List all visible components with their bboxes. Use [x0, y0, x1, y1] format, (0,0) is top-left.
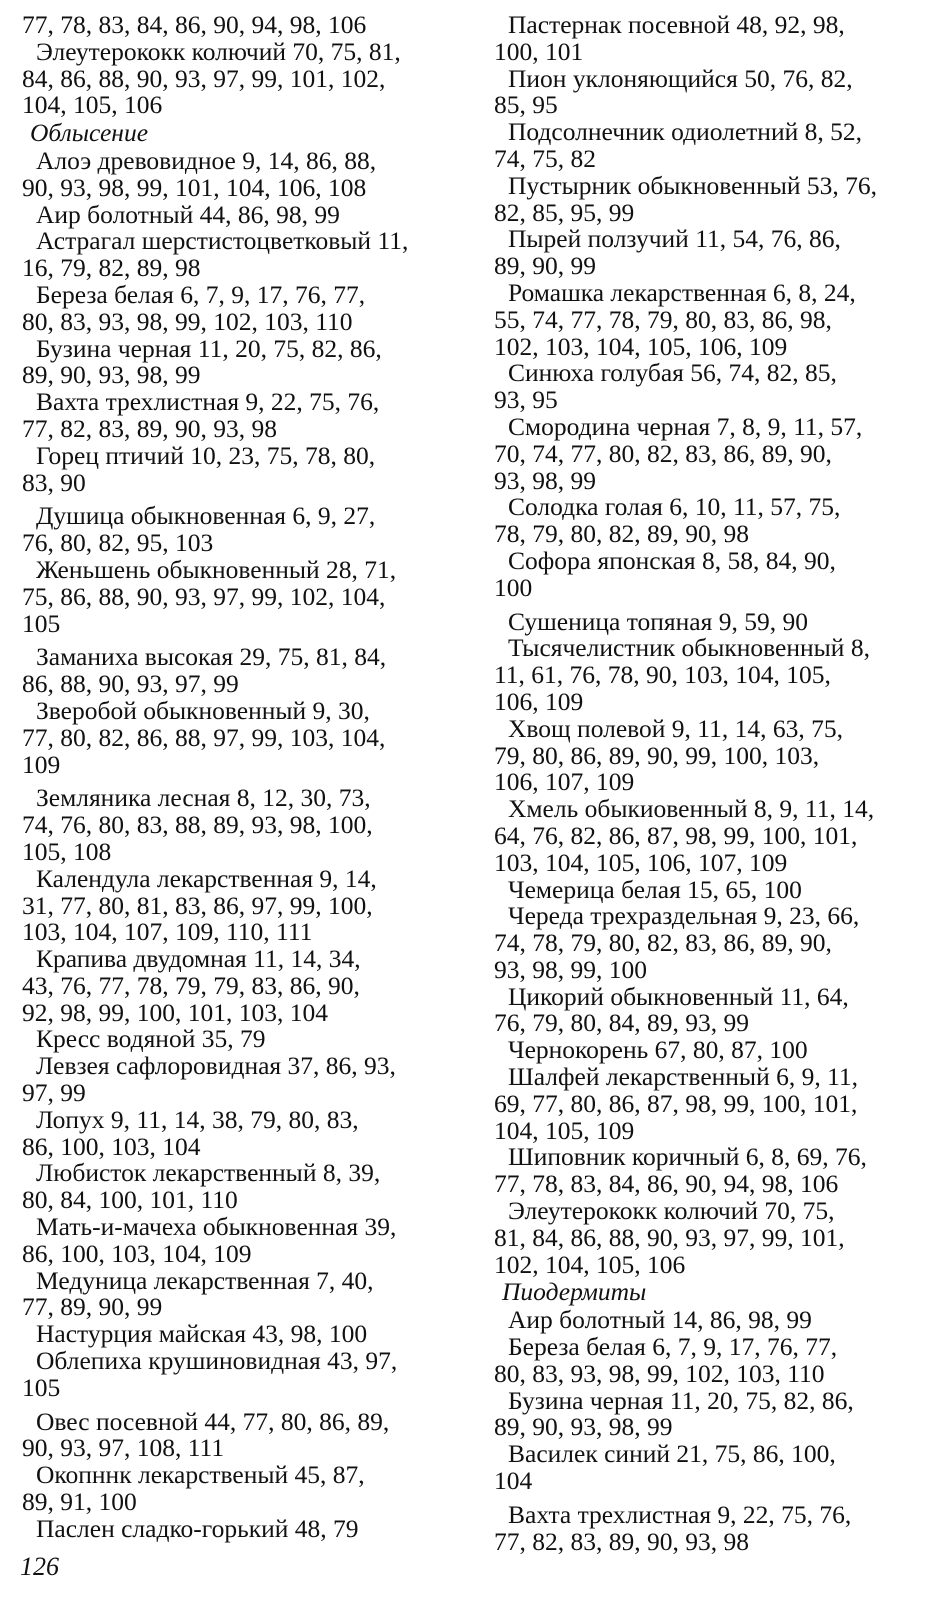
entry-line: 105 — [22, 1372, 61, 1402]
entry-line: 89, 90, 93, 98, 99 — [22, 360, 201, 390]
entry-line: Лопух 9, 11, 14, 38, 79, 80, 83, — [36, 1104, 359, 1134]
index-entry — [22, 1406, 462, 1463]
index-entry — [22, 228, 462, 282]
index-entry — [22, 199, 462, 229]
entry-line: 90, 93, 98, 99, 101, 104, 106, 108 — [22, 172, 367, 202]
entry-line: 75, 86, 88, 90, 93, 97, 99, 102, 104, — [22, 581, 386, 611]
entry-line: Солодка голая 6, 10, 11, 57, 75, — [508, 492, 841, 522]
entry-line: 106, 109 — [494, 686, 584, 716]
entry-line: Бузина черная 11, 20, 75, 82, 86, — [508, 1385, 854, 1415]
index-entry — [22, 863, 462, 947]
index-entry — [494, 981, 934, 1038]
entry-line: Левзея сафлоровидная 37, 86, 93, — [36, 1051, 396, 1081]
entry-line: 77, 80, 82, 86, 88, 97, 99, 103, 104, — [22, 722, 386, 752]
entry-line: 69, 77, 80, 86, 87, 98, 99, 100, 101, — [494, 1088, 858, 1118]
index-entry — [494, 411, 934, 495]
index-entry — [22, 554, 462, 638]
index-entry — [494, 606, 934, 636]
index-entry — [22, 644, 462, 698]
entry-line: 64, 76, 82, 86, 87, 98, 99, 100, 101, — [494, 820, 858, 850]
entry-line: Тысячелистник обыкновенный 8, — [508, 633, 870, 663]
index-entry — [22, 145, 462, 202]
index-entry — [494, 1144, 934, 1198]
entry-line: Ромашка лекарственная 6, 8, 24, — [508, 277, 856, 307]
index-entry — [22, 1462, 462, 1516]
index-entry — [494, 360, 934, 414]
index-entry — [22, 1513, 462, 1543]
entry-line: Крапива двудомная 11, 14, 34, — [36, 944, 361, 974]
entry-line: Сушеница топяная 9, 59, 90 — [508, 606, 808, 636]
entry-line: 77, 82, 83, 89, 90, 93, 98 — [22, 413, 277, 443]
index-entry — [494, 1499, 934, 1556]
entry-line: 80, 83, 93, 98, 99, 102, 103, 110 — [494, 1358, 825, 1388]
entry-line: Чемерица белая 15, 65, 100 — [508, 874, 802, 904]
index-entry — [22, 1104, 462, 1161]
entry-line: Алоэ древовидное 9, 14, 86, 88, — [36, 145, 377, 175]
page-number: 126 — [20, 1552, 59, 1581]
entry-line: 93, 98, 99 — [494, 465, 596, 495]
index-entry — [22, 12, 462, 39]
index-entry — [494, 545, 934, 602]
index-entry — [22, 1053, 462, 1107]
entry-line: Цикорий обыкновенный 11, 64, — [508, 981, 849, 1011]
index-entry — [22, 503, 462, 557]
entry-line: Земляника лесная 8, 12, 30, 73, — [36, 783, 371, 813]
index-entry — [494, 1441, 934, 1495]
entry-line: Череда трехраздельная 9, 23, 66, — [508, 901, 860, 931]
entry-line: Василек синий 21, 75, 86, 100, — [508, 1439, 836, 1469]
entry-line: 76, 80, 82, 95, 103 — [22, 528, 214, 558]
entry-line: Любисток лекарственный 8, 39, — [36, 1158, 381, 1188]
entry-line: Вахта трехлистная 9, 22, 75, 76, — [36, 387, 380, 417]
index-entry — [494, 277, 934, 361]
index-entry — [494, 1334, 934, 1388]
entry-line: 16, 79, 82, 89, 98 — [22, 253, 201, 283]
index-entry — [494, 1198, 934, 1278]
entry-line: Чернокорень 67, 80, 87, 100 — [508, 1035, 808, 1065]
entry-line: Медуница лекарственная 7, 40, — [36, 1265, 374, 1295]
index-entry — [494, 635, 934, 715]
entry-line: Хвощ полевой 9, 11, 14, 63, 75, — [508, 713, 843, 743]
index-entry — [22, 333, 462, 390]
entry-line: 80, 83, 93, 98, 99, 102, 103, 110 — [22, 306, 353, 336]
entry-line: Синюха голубая 56, 74, 82, 85, — [508, 358, 837, 388]
entry-line: 77, 78, 83, 84, 86, 90, 94, 98, 106 — [22, 10, 367, 39]
entry-line: Софора японская 8, 58, 84, 90, — [508, 545, 836, 575]
entry-line: 89, 91, 100 — [22, 1487, 137, 1517]
entry-line: 86, 100, 103, 104 — [22, 1131, 201, 1161]
index-entry — [22, 1321, 462, 1348]
entry-line: Вахта трехлистная 9, 22, 75, 76, — [508, 1499, 852, 1529]
entry-line: Смородина черная 7, 8, 9, 11, 57, — [508, 411, 863, 441]
index-entry — [494, 12, 934, 66]
entry-line: 102, 104, 105, 106 — [494, 1249, 686, 1279]
entry-line: 77, 82, 83, 89, 90, 93, 98 — [494, 1526, 749, 1556]
entry-line: 97, 99 — [22, 1078, 86, 1108]
entry-line: 93, 98, 99, 100 — [494, 954, 647, 984]
index-entry — [22, 785, 462, 865]
entry-line: 105 — [22, 608, 61, 638]
entry-line: 86, 100, 103, 104, 109 — [22, 1238, 252, 1268]
entry-line: 55, 74, 77, 78, 79, 80, 83, 86, 98, — [494, 304, 832, 334]
entry-line: Женьшень обыкновенный 28, 71, — [36, 554, 397, 584]
entry-line: 89, 90, 93, 98, 99 — [494, 1412, 673, 1442]
index-entry — [22, 279, 462, 336]
entry-line: Шалфей лекарственный 6, 9, 11, — [508, 1062, 859, 1092]
entry-line: Элеутерококк колючий 70, 75, 81, — [36, 36, 401, 66]
entry-line: 77, 78, 83, 84, 86, 90, 94, 98, 106 — [494, 1169, 839, 1199]
entry-line: 105, 108 — [22, 836, 112, 866]
entry-line: 31, 77, 80, 81, 83, 86, 97, 99, 100, — [22, 890, 373, 920]
entry-line: Подсолнечник одиолетний 8, 52, — [508, 117, 862, 147]
entry-line: 104, 105, 109 — [494, 1115, 635, 1145]
entry-line: Пырей ползучий 11, 54, 76, 86, — [508, 224, 841, 254]
entry-line: Облепиха крушиновидная 43, 97, — [36, 1346, 398, 1376]
index-entry — [494, 1385, 934, 1442]
index-entry — [22, 1160, 462, 1214]
entry-line: 79, 80, 86, 89, 90, 99, 100, 103, — [494, 740, 820, 770]
index-entry — [494, 1037, 934, 1064]
index-entry — [494, 713, 934, 797]
entry-line: Шиповник коричный 6, 8, 69, 76, — [508, 1142, 867, 1172]
entry-line: 106, 107, 109 — [494, 767, 635, 797]
index-entry — [494, 1307, 934, 1334]
index-entry — [22, 1265, 462, 1322]
entry-line: 77, 89, 90, 99 — [22, 1292, 163, 1322]
entry-line: Окопннк лекарственый 45, 87, — [36, 1460, 365, 1490]
index-entry — [494, 119, 934, 173]
entry-line: 85, 95 — [494, 90, 558, 120]
entry-line: 78, 79, 80, 82, 89, 90, 98 — [494, 519, 749, 549]
entry-line: Береза белая 6, 7, 9, 17, 76, 77, — [36, 279, 366, 309]
index-entry — [494, 796, 934, 876]
entry-line: Береза белая 6, 7, 9, 17, 76, 77, — [508, 1332, 838, 1362]
entry-line: Зверобой обыкновенный 9, 30, — [36, 695, 370, 725]
entry-line: Горец птичий 10, 23, 75, 78, 80, — [36, 440, 376, 470]
entry-line: 104, 105, 106 — [22, 90, 163, 120]
entry-line: 90, 93, 97, 108, 111 — [22, 1433, 225, 1463]
entry-line: Хмель обыкиовенный 8, 9, 11, 14, — [508, 794, 875, 824]
index-entry — [22, 1214, 462, 1268]
entry-line: Астрагал шерстистоцветковый 11, — [36, 226, 409, 256]
entry-line: Пион уклоняющийся 50, 76, 82, — [508, 63, 853, 93]
entry-line: 100, 101 — [494, 36, 584, 66]
index-entry — [494, 226, 934, 280]
index-entry — [22, 1026, 462, 1053]
entry-line: 103, 104, 107, 109, 110, 111 — [22, 917, 313, 947]
entry-line: 103, 104, 105, 106, 107, 109 — [494, 847, 788, 877]
entry-line: 83, 90 — [22, 467, 86, 497]
entry-line: Кресс водяной 35, 79 — [36, 1024, 266, 1054]
index-entry — [22, 946, 462, 1026]
entry-line: 74, 75, 82 — [494, 143, 596, 173]
right-column — [494, 12, 934, 1555]
entry-line: 81, 84, 86, 88, 90, 93, 97, 99, 101, — [494, 1222, 845, 1252]
entry-line: Аир болотный 44, 86, 98, 99 — [36, 199, 340, 229]
entry-line: 70, 74, 77, 80, 82, 83, 86, 89, 90, — [494, 438, 832, 468]
entry-line: Аир болотный 14, 86, 98, 99 — [508, 1305, 812, 1335]
index-entry — [494, 903, 934, 983]
entry-line: Пастернак посевной 48, 92, 98, — [508, 10, 845, 39]
index-entry — [494, 874, 934, 904]
entry-line: 104 — [494, 1466, 533, 1496]
index-entry — [494, 63, 934, 120]
entry-line: 43, 76, 77, 78, 79, 79, 83, 86, 90, — [22, 970, 360, 1000]
entry-line: 80, 84, 100, 101, 110 — [22, 1185, 238, 1215]
left-column — [22, 12, 462, 1543]
entry-line: Душица обыкновенная 6, 9, 27, — [36, 501, 376, 531]
index-entry — [22, 695, 462, 779]
entry-line: Пустырник обыкновенный 53, 76, — [508, 170, 877, 200]
entry-line: 11, 61, 76, 78, 90, 103, 104, 105, — [494, 660, 831, 690]
entry-line: Бузина черная 11, 20, 75, 82, 86, — [36, 333, 382, 363]
entry-line: Настурция майская 43, 98, 100 — [36, 1319, 368, 1349]
entry-line: 93, 95 — [494, 385, 558, 415]
entry-line: 82, 85, 95, 99 — [494, 197, 635, 227]
index-entry — [22, 1348, 462, 1402]
entry-line: Календула лекарственная 9, 14, — [36, 863, 377, 893]
section-heading: Пиодермиты — [502, 1277, 647, 1307]
entry-line: Элеутерококк колючий 70, 75, — [508, 1196, 835, 1226]
entry-line: 102, 103, 104, 105, 106, 109 — [494, 331, 788, 361]
entry-line: Овес посевной 44, 77, 80, 86, 89, — [36, 1406, 390, 1436]
entry-line: Мать-и-мачеха обыкновенная 39, — [36, 1212, 397, 1242]
entry-line: 92, 98, 99, 100, 101, 103, 104 — [22, 997, 328, 1027]
entry-line: Заманиха высокая 29, 75, 81, 84, — [36, 642, 387, 672]
entry-line: 86, 88, 90, 93, 97, 99 — [22, 669, 239, 699]
entry-line: 74, 78, 79, 80, 82, 83, 86, 89, 90, — [494, 928, 832, 958]
index-entry — [22, 36, 462, 120]
index-entry — [494, 494, 934, 548]
index-entry — [494, 170, 934, 227]
entry-line: 74, 76, 80, 83, 88, 89, 93, 98, 100, — [22, 810, 373, 840]
entry-line: 76, 79, 80, 84, 89, 93, 99 — [494, 1008, 749, 1038]
index-entry — [22, 440, 462, 497]
entry-line: 109 — [22, 749, 61, 779]
index-entry — [22, 389, 462, 443]
entry-line: Паслен сладко-горький 48, 79 — [36, 1513, 359, 1543]
entry-line: 89, 90, 99 — [494, 251, 596, 281]
entry-line: 100 — [494, 572, 533, 602]
entry-line: 84, 86, 88, 90, 93, 97, 99, 101, 102, — [22, 63, 386, 93]
section-heading: Облысение — [30, 118, 149, 148]
index-entry — [494, 1064, 934, 1144]
